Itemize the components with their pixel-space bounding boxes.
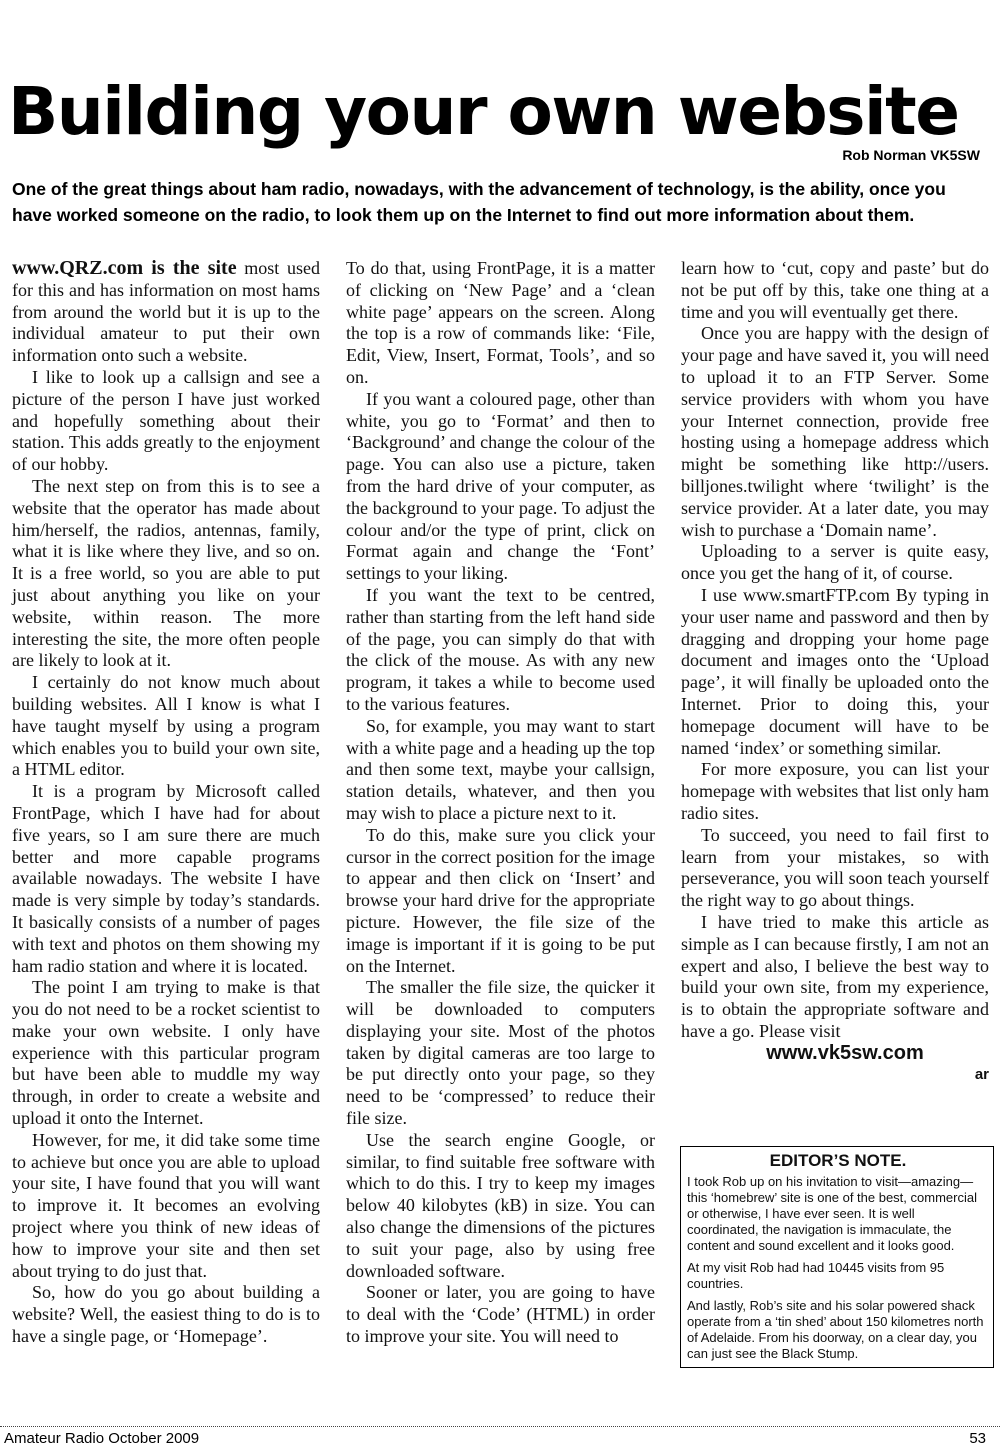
paragraph: I certainly do not know much about building websites. All I know is what I have taught myself by using a program which enables you to build your own site, a HTML editor. <box>12 672 320 780</box>
paragraph: Sooner or later, you are going to have to deal with the ‘Code’ (HTML) in order to improve your site. You will need to <box>346 1282 655 1347</box>
column-3 <box>681 258 989 1086</box>
paragraph: If you want the text to be centred, rather than starting from the left hand side of the page, you can simply do that with the click of the mouse. As with any new program, it takes a while to become used to the various features. <box>346 584 655 714</box>
paragraph: I have tried to make this article as simple as I can because firstly, I am not an expert and also, I believe the best way to build your own site, from my experience, is to obtain the appropriate software and have a go. Please visit <box>681 911 989 1041</box>
paragraph: To succeed, you need to fail first to learn from your mistakes, so with perseverance, you will soon teach yourself the right way to go about things. <box>681 824 989 911</box>
footer-page-number: 53 <box>969 1430 986 1447</box>
article-intro: One of the great things about ham radio, nowadays, with the advancement of technology, is the ability, once you have worked someone on the radio, to look them up on the Internet to find out more information about them. <box>12 179 946 225</box>
article-title: Building your own website <box>8 73 959 150</box>
column-2 <box>346 258 655 1348</box>
footer-publication: Amateur Radio October 2009 <box>4 1430 200 1447</box>
paragraph: The next step on from this is to see a website that the operator has made about him/herself, the radios, antennas, family, what it is like where they live, and so on. It is a free world, so you are able to put just about anything you like on your website, within reason. The more interesting the site, the more often people are likely to look at it. <box>12 475 320 671</box>
sign-off: ar <box>974 1066 989 1084</box>
paragraph: The smaller the file size, the quicker it will be downloaded to computers displaying your site. Most of the photos taken by digital cameras are too large to be put directly onto your page, so they need to be ‘compressed’ to reduce their file size. <box>346 977 655 1129</box>
paragraph: I like to look up a callsign and see a picture of the person I have just worked and hopefully something about their station. This adds greatly to the enjoyment of our hobby. <box>12 366 320 475</box>
editors-note-paragraph: At my visit Rob had had 10445 visits from 95 countries. <box>687 1260 945 1291</box>
paragraph: It is a program by Microsoft called FrontPage, which I have had for about five years, so I am sure there are much better and more capable programs available nowadays. The website I have made is very simple by today’s standards. It basically consists of a number of pages with text and photos on them showing my ham radio station and where it is located. <box>12 781 320 976</box>
website-link[interactable]: www.vk5sw.com <box>766 1041 924 1064</box>
paragraph: So, for example, you may want to start with a white page and a heading up the top and then some text, maybe your callsign, station details, whatever, and then you may wish to place a picture next to it. <box>346 715 655 823</box>
lead-in: www.QRZ.com is the site <box>12 257 237 279</box>
footer-rule <box>0 1426 1000 1427</box>
editors-note-heading: EDITOR’S NOTE. <box>769 1151 907 1170</box>
editors-note-paragraph: I took Rob up on his invitation to visit—amazing—this ‘homebrew’ site is one of the best, commercial or otherwise, I have ever seen. It is well coordinated, the navigation is immaculate, the content and sound excellent and it looks good. <box>687 1174 977 1253</box>
paragraph: learn how to ‘cut, copy and paste’ but do not be put off by this, take one thing at a time and you will eventually get there. <box>681 258 989 322</box>
paragraph: Use the search engine Google, or similar, to find suitable free software with which to do this. I try to keep my images below 40 kilobytes (kB) in size. You can also change the dimensions of the pictures to suit your page, also by using free downloaded software. <box>346 1129 655 1281</box>
paragraph: So, how do you go about building a website? Well, the easiest thing to do is to have a single page, or ‘Homepage’. <box>12 1282 320 1347</box>
column-1 <box>12 258 320 1348</box>
paragraph: If you want a coloured page, other than white, you go to ‘Format’ and then to ‘Background’ and change the colour of the page. You can also use a picture, taken from the hard drive of your computer, as the background to your page. To adjust the colour and/or the type of print, click on Format again and change the ‘Font’ settings to your liking. <box>346 388 655 584</box>
paragraph: Once you are happy with the design of your page and have saved it, you will need to upload it to an FTP Server. Some service providers with whom you have your Internet connection, provide free hosting using a homepage address which might be something like http://users. billjones.twilight where ‘twilight’ is the service provider. At a later date, you may wish to purchase a ‘Domain name’. <box>681 323 989 540</box>
editors-note-paragraph: And lastly, Rob’s site and his solar powered shack operate from a ‘tin shed’ about 150 kilometres north of Adelaide. From his doorway, on a clear day, you can just see the Black Stump. <box>687 1298 984 1361</box>
paragraph: I use www.smartFTP.com By typing in your user name and password and then by dragging and dropping your home page document and images onto the ‘Upload page’, it will finally be uploaded onto the Internet. Prior to doing this, your homepage document will have to be named ‘index’ or something similar. <box>681 584 989 758</box>
paragraph: For more exposure, you can list your homepage with websites that list only ham radio sites. <box>681 759 989 823</box>
paragraph: To do this, make sure you click your cursor in the correct position for the image to appear and then click on ‘Insert’ and browse your hard drive for the appropriate picture. However, the file size of the image is important if it is going to be put on the Internet. <box>346 824 655 976</box>
lead-in-text: most used for this and has information on most hams from around the world but it is up to the individual amateur to put their own information onto such a website. <box>12 258 320 366</box>
author-byline: Rob Norman VK5SW <box>842 147 980 163</box>
paragraph: Uploading to a server is quite easy, once you get the hang of it, of course. <box>681 541 989 584</box>
paragraph <box>12 258 320 367</box>
paragraph: The point I am trying to make is that you do not need to be a rocket scientist to make your own website. I only have experience with this particular program but have been able to muddle my way through, in order to create a website and upload it onto the Internet. <box>12 977 320 1129</box>
editors-note-box <box>680 1146 994 1368</box>
paragraph: However, for me, it did take some time to achieve but once you are able to upload your site, I have found that you will want to improve it. It becomes an evolving project where you think of new ideas of how to improve your site and then set about trying to do just that. <box>12 1129 320 1281</box>
paragraph: To do that, using FrontPage, it is a matter of clicking on ‘New Page’ and a ‘clean white page’ appears on the screen. Along the top is a row of commands like: ‘File, Edit, View, Insert, Format, Tools’, and so on. <box>346 258 655 387</box>
